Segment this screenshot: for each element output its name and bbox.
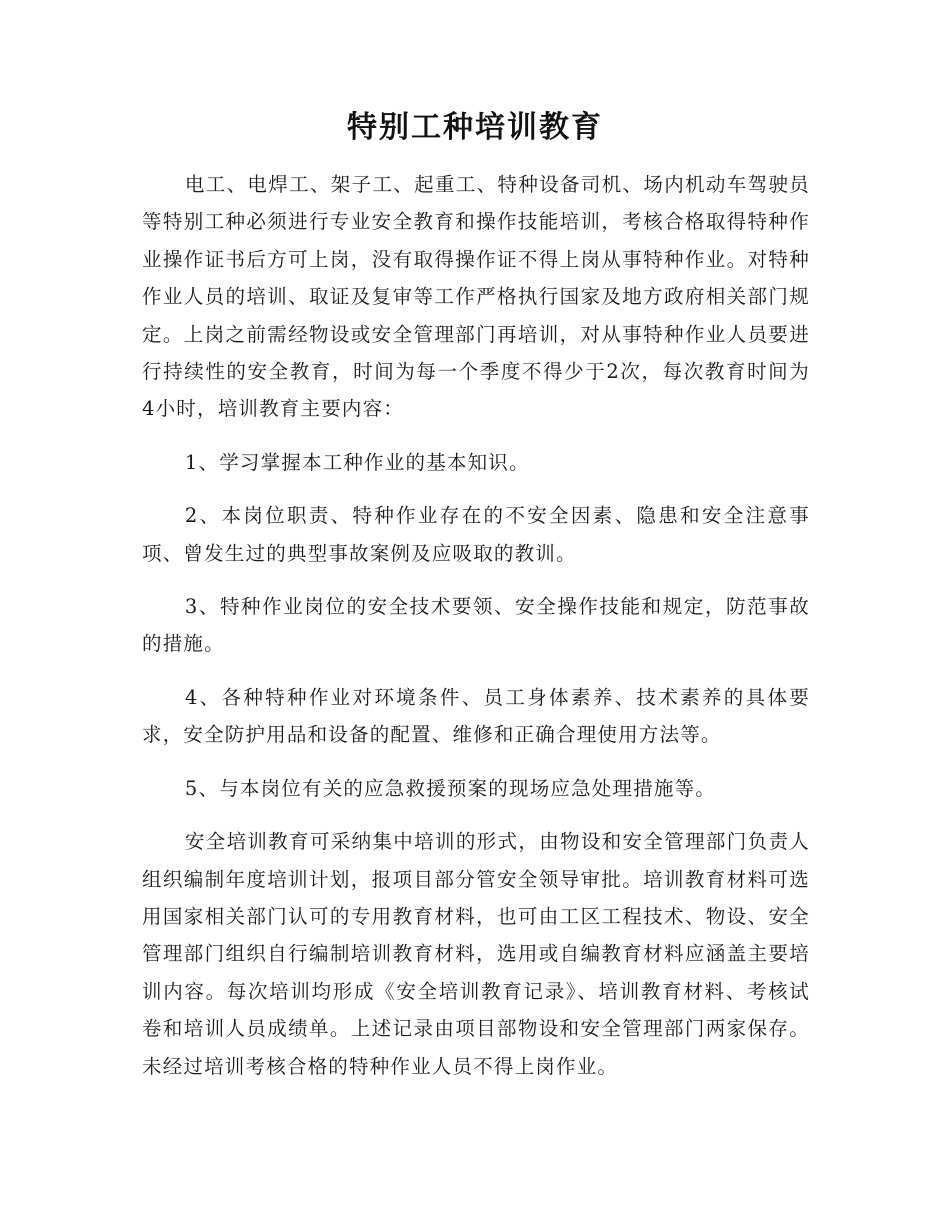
content-item-2: 2、本岗位职责、特种作业存在的不安全因素、隐患和安全注意事项、曾发生过的典型事故案例及应吸取的教训。 (142, 504, 810, 565)
content-item-1: 1、学习掌握本工种作业的基本知识。 (184, 450, 530, 474)
document-body (142, 166, 810, 1085)
closing-paragraph: 安全培训教育可采纳集中培训的形式，由物设和安全管理部门负责人组织编制年度培训计划，报项目部分管安全领导审批。培训教育材料可选用国家相关部门认可的专用教育材料，也可由工区工程技术、物设、安全管理部门组织自行编制培训教育材料，选用或自编教育材料应涵盖主要培训内容。每次培训均形成《安全培训教育记录》、培训教育材料、考核试卷和培训人员成绩单。上述记录由项目部物设和安全管理部门两家保存。未经过培训考核合格的特种作业人员不得上岗作业。 (142, 830, 810, 1078)
content-item-5: 5、与本岗位有关的应急救援预案的现场应急处理措施等。 (184, 776, 716, 800)
document-title: 特别工种培训教育 (347, 110, 603, 145)
content-item-4: 4、各种特种作业对环境条件、员工身体素养、技术素养的具体要求，安全防护用品和设备的配置、维修和正确合理使用方法等。 (142, 685, 810, 747)
intro-paragraph: 电工、电焊工、架子工、起重工、特种设备司机、场内机动车驾驶员等特别工种必须进行专业安全教育和操作技能培训，考核合格取得特种作业操作证书后方可上岗，没有取得操作证不得上岗从事特种作业。对特种作业人员的培训、取证及复审等工作严格执行国家及地方政府相关部门规定。上岗之前需经物设或安全管理部门再培训，对从事特种作业人员要进行持续性的安全教育，时间为每一个季度不得少于2次，每次教育时间为4小时，培训教育主要内容： (142, 173, 810, 421)
content-item-3: 3、特种作业岗位的安全技术要领、安全操作技能和规定，防范事故的措施。 (142, 595, 810, 656)
